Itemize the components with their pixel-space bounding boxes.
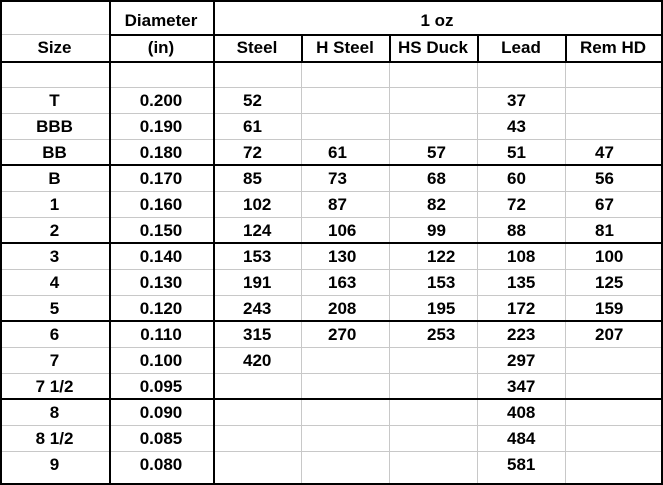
row-gridline [0, 425, 661, 426]
value-cell: 61 [328, 143, 347, 162]
value-cell [243, 452, 301, 478]
value-cell: 243 [243, 299, 272, 318]
value-cell [328, 400, 389, 426]
value-cell: 67 [595, 195, 614, 214]
row-gridline [0, 451, 661, 452]
value-cell [328, 374, 389, 400]
size-cell: 6 [49, 325, 60, 344]
value-cell: 37 [507, 91, 526, 110]
value-cell: 208 [328, 299, 357, 318]
value-cell: 124 [243, 221, 272, 240]
value-cell [595, 114, 661, 140]
value-cell [595, 348, 661, 374]
size-cell: 7 [49, 351, 60, 370]
value-cell: 43 [507, 117, 526, 136]
size-cell: 4 [49, 273, 60, 292]
value-cell: 87 [328, 195, 347, 214]
value-cell: 163 [328, 273, 357, 292]
value-cell: 172 [507, 299, 536, 318]
size-cell: 5 [49, 299, 60, 318]
value-cell: 68 [427, 169, 446, 188]
row-gridline [0, 373, 661, 374]
size-cell: BBB [36, 117, 73, 136]
value-cell [595, 88, 661, 114]
value-cell: 347 [507, 377, 536, 396]
value-cell: 270 [328, 325, 357, 344]
col-gridline [477, 35, 478, 483]
border-top [0, 0, 663, 2]
diameter-cell: 0.130 [139, 273, 183, 292]
diameter-cell: 0.170 [139, 169, 183, 188]
value-cell: 73 [328, 169, 347, 188]
value-cell: 88 [507, 221, 526, 240]
value-cell: 207 [595, 325, 624, 344]
value-cell [595, 374, 661, 400]
value-cell: 581 [507, 455, 536, 474]
col-gridline [301, 35, 302, 483]
diameter-cell: 0.080 [139, 455, 183, 474]
row-gridline [0, 269, 661, 270]
value-cell: 253 [427, 325, 456, 344]
value-cell [243, 374, 301, 400]
group-divider [0, 242, 663, 244]
value-cell: 81 [595, 221, 614, 240]
size-cell: 9 [49, 455, 60, 474]
value-cell [427, 114, 477, 140]
value-cell: 135 [507, 273, 536, 292]
value-cell [328, 88, 389, 114]
col-border-header [565, 34, 567, 62]
row-gridline [0, 113, 661, 114]
header-divider [109, 34, 663, 36]
col-header-steel: Steel [236, 38, 278, 57]
value-cell [427, 374, 477, 400]
size-cell: 1 [49, 195, 60, 214]
value-cell [595, 452, 661, 478]
diameter-header-line1: Diameter [124, 11, 198, 30]
value-cell: 56 [595, 169, 614, 188]
size-cell: 7 1/2 [35, 377, 74, 396]
value-cell: 195 [427, 299, 456, 318]
value-cell: 125 [595, 273, 624, 292]
col-header-hs-duck: HS Duck [398, 38, 468, 57]
col-gridline [389, 35, 390, 483]
value-cell [427, 88, 477, 114]
value-cell: 57 [427, 143, 446, 162]
col-header-lead: Lead [501, 38, 541, 57]
value-cell: 100 [595, 247, 624, 266]
value-cell [427, 426, 477, 452]
diameter-cell: 0.095 [139, 377, 183, 396]
diameter-cell: 0.140 [139, 247, 183, 266]
diameter-cell: 0.100 [139, 351, 183, 370]
group-divider [0, 398, 663, 400]
size-cell: 8 1/2 [35, 429, 74, 448]
value-cell: 122 [427, 247, 456, 266]
row-gridline [0, 139, 661, 140]
value-cell: 52 [243, 91, 262, 110]
value-cell: 130 [328, 247, 357, 266]
col-header-h-steel: H Steel [316, 38, 374, 57]
value-cell: 72 [507, 195, 526, 214]
value-cell: 420 [243, 351, 272, 370]
value-cell: 72 [243, 143, 262, 162]
col-border-header [301, 34, 303, 62]
size-cell: T [49, 91, 60, 110]
value-cell [427, 452, 477, 478]
value-cell [243, 400, 301, 426]
col-header-rem-hd: Rem HD [579, 38, 647, 57]
value-cell: 61 [243, 117, 262, 136]
row-gridline [0, 295, 661, 296]
value-cell: 484 [507, 429, 536, 448]
diameter-cell: 0.190 [139, 117, 183, 136]
value-cell: 106 [328, 221, 357, 240]
value-cell [328, 114, 389, 140]
value-cell: 102 [243, 195, 272, 214]
value-cell [243, 426, 301, 452]
value-cell: 82 [427, 195, 446, 214]
size-cell: B [48, 169, 61, 188]
value-cell [328, 348, 389, 374]
value-cell: 153 [427, 273, 456, 292]
diameter-cell: 0.085 [139, 429, 183, 448]
size-header: Size [37, 38, 72, 57]
value-cell [595, 426, 661, 452]
value-cell [328, 426, 389, 452]
col-border-header [389, 34, 391, 62]
diameter-cell: 0.090 [139, 403, 183, 422]
value-cell [328, 452, 389, 478]
value-cell [595, 400, 661, 426]
size-cell: 3 [49, 247, 60, 266]
value-cell: 297 [507, 351, 536, 370]
header-gridline [0, 34, 109, 35]
diameter-cell: 0.150 [139, 221, 183, 240]
value-cell: 153 [243, 247, 272, 266]
row-gridline [0, 217, 661, 218]
value-cell: 108 [507, 247, 536, 266]
group-header: 1 oz [420, 11, 454, 30]
diameter-header-line2: (in) [147, 38, 175, 57]
size-cell: 8 [49, 403, 60, 422]
diameter-cell: 0.110 [140, 325, 182, 344]
size-cell: BB [42, 143, 67, 162]
diameter-cell: 0.200 [139, 91, 183, 110]
size-cell: 2 [49, 221, 60, 240]
header-bottom [0, 61, 663, 63]
value-cell: 99 [427, 221, 446, 240]
value-cell: 315 [243, 325, 272, 344]
value-cell [427, 348, 477, 374]
diameter-cell: 0.180 [139, 143, 183, 162]
col-border-header [477, 34, 479, 62]
row-gridline [0, 191, 661, 192]
value-cell: 191 [243, 273, 272, 292]
value-cell: 85 [243, 169, 262, 188]
value-cell [427, 400, 477, 426]
value-cell: 51 [507, 143, 526, 162]
diameter-cell: 0.160 [139, 195, 183, 214]
value-cell: 159 [595, 299, 624, 318]
value-cell: 47 [595, 143, 614, 162]
value-cell: 223 [507, 325, 536, 344]
diameter-cell: 0.120 [139, 299, 183, 318]
group-divider [0, 320, 663, 322]
value-cell: 60 [507, 169, 526, 188]
value-cell: 408 [507, 403, 536, 422]
col-gridline [565, 35, 566, 483]
group-divider [0, 164, 663, 166]
row-gridline [0, 347, 661, 348]
header-blank-gridline [0, 87, 661, 88]
